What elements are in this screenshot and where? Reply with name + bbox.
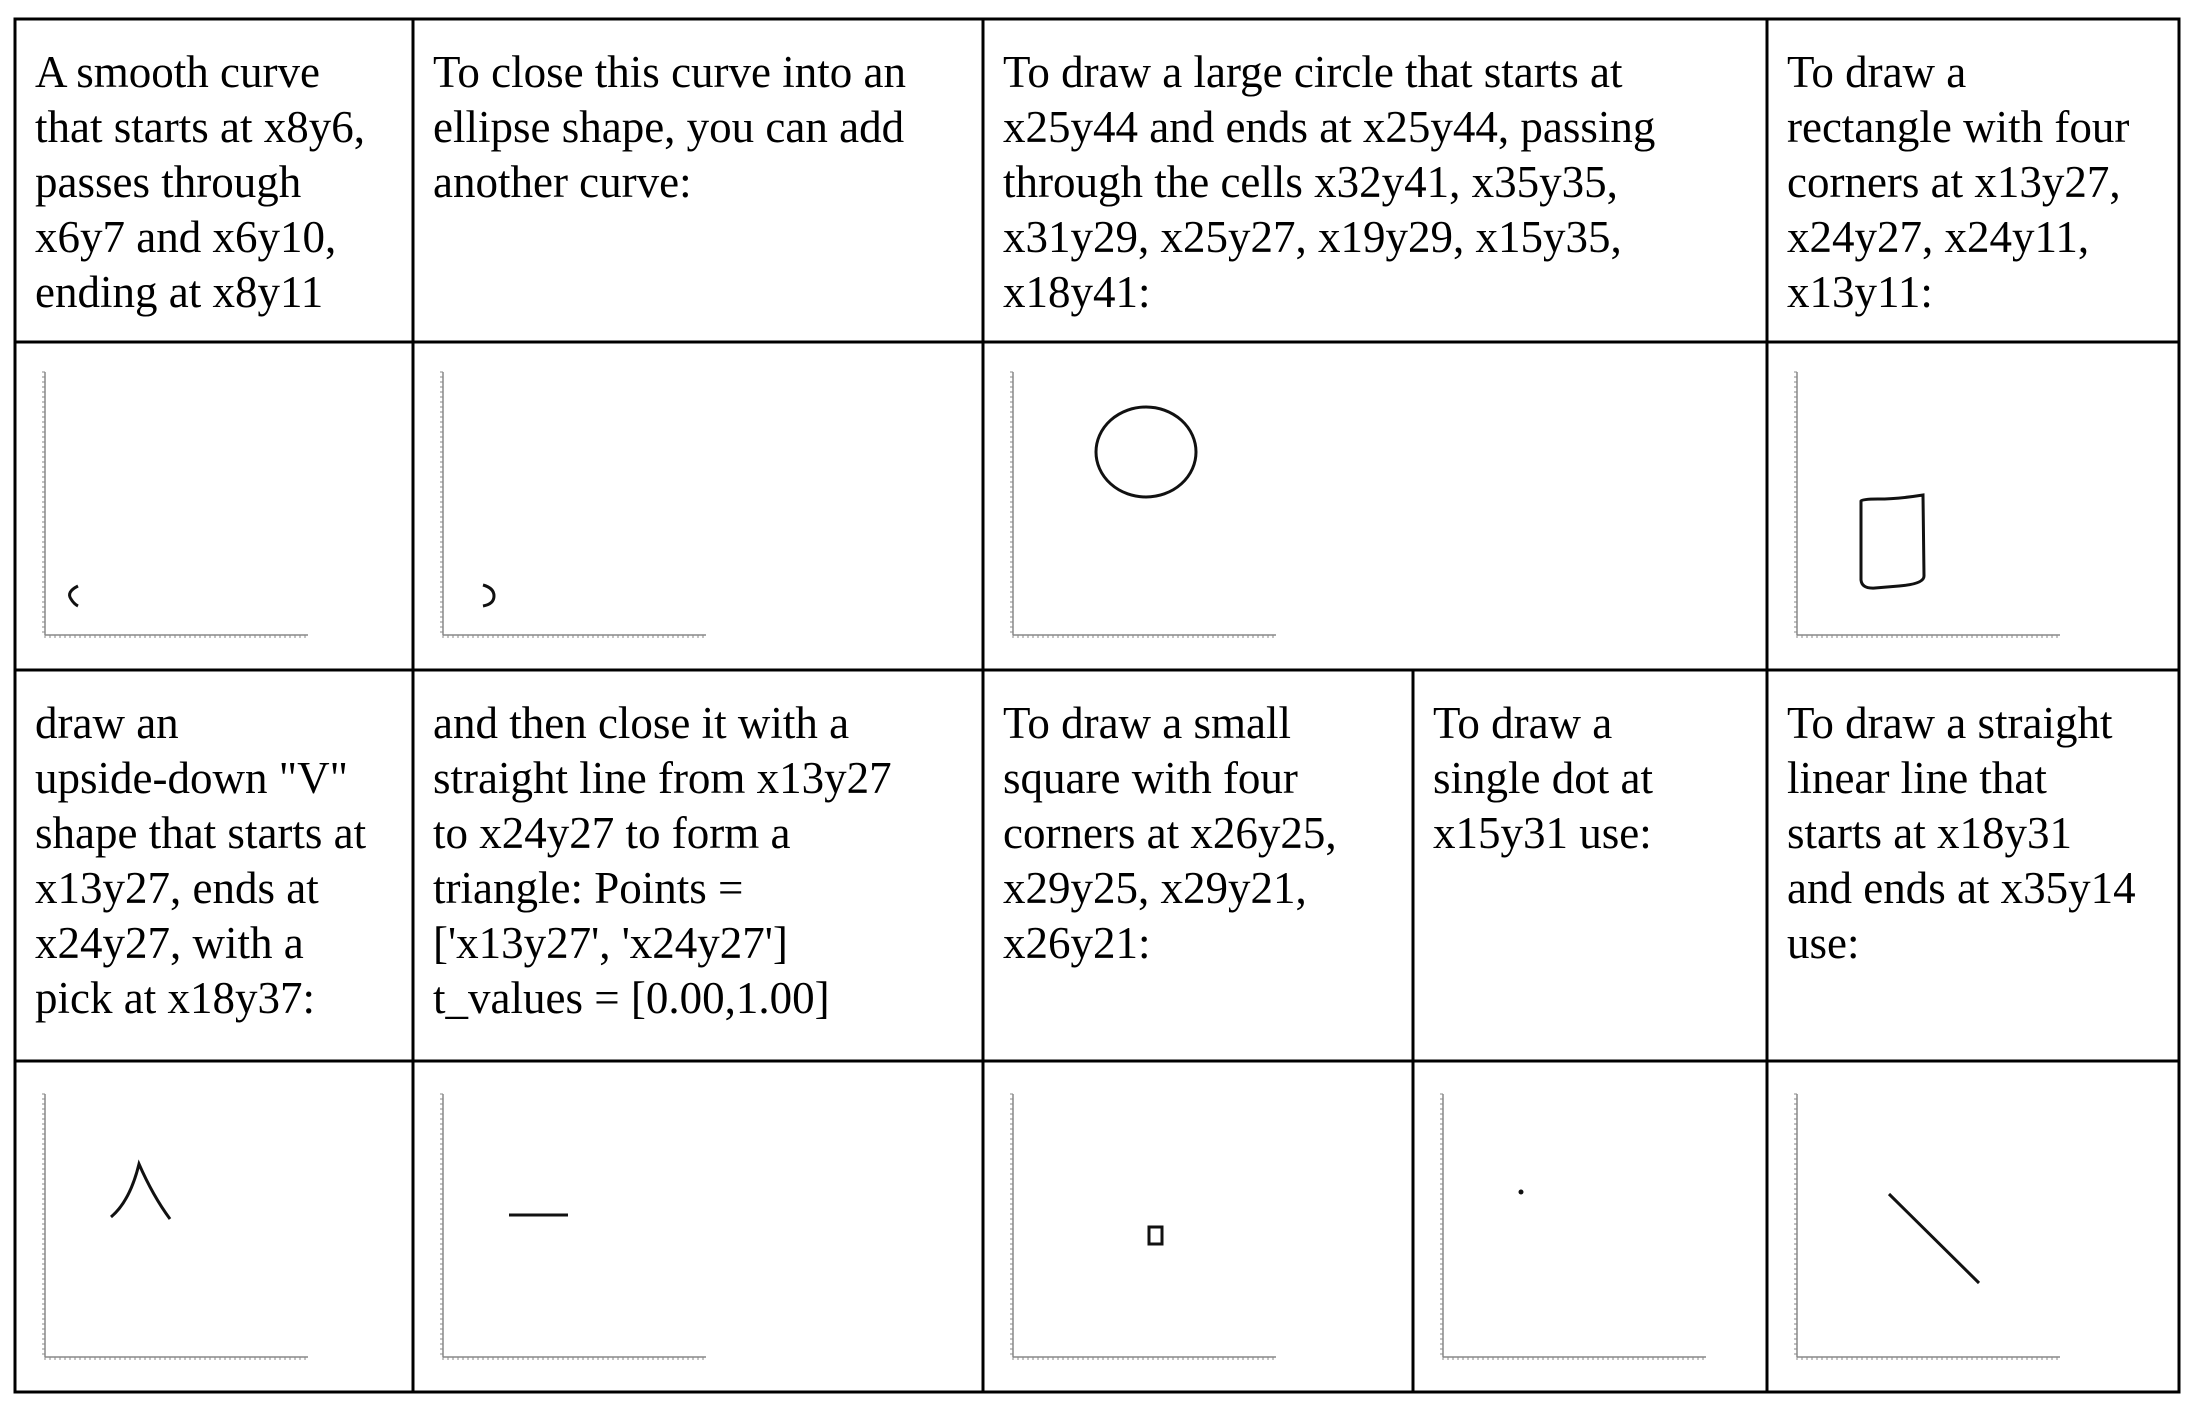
plot-axes <box>1010 1094 1276 1360</box>
instruction-cell-r1c3: To draw a large circle that starts at x25y44 and ends at x25y44, passing through the cells x32y41, x35y35, x31y29, x25y27, x19y29, x15y35, x18y41: <box>1003 47 1656 317</box>
instruction-cell-r3c3: To draw a small square with four corners at x26y25, x29y25, x29y21, x26y21: <box>1003 698 1337 968</box>
plot-small-square <box>983 1061 1413 1392</box>
square-shape <box>1149 1227 1162 1244</box>
plot-axes <box>1794 1094 2060 1360</box>
plot-axes <box>440 1094 706 1360</box>
instruction-cell-r3c4: To draw a single dot at x15y31 use: <box>1433 698 1653 858</box>
plot-axes <box>42 1094 308 1360</box>
instruction-cell-r1c4: To draw a rectangle with four corners at x13y27, x24y27, x24y11, x13y11: <box>1787 47 2130 317</box>
curve-shape <box>483 585 494 606</box>
plot-axes <box>440 372 706 638</box>
plot-axes <box>1794 372 2060 638</box>
plot-smooth-curve <box>15 342 413 670</box>
plot-upside-down-v <box>15 1061 413 1392</box>
v-shape <box>111 1164 170 1219</box>
dot-shape <box>1519 1190 1524 1195</box>
plot-axes <box>42 372 308 638</box>
instruction-cell-r3c2: and then close it with a straight line from x13y27 to x24y27 to form a triangle: Points = ['x13y27', 'x24y27'] t_values = [0.00,1.00] <box>433 698 892 1023</box>
plot-straight-line <box>413 1061 983 1392</box>
instruction-cell-r1c1: A smooth curve that starts at x8y6, passes through x6y7 and x6y10, ending at x8y11 <box>35 47 365 317</box>
plot-diagonal-line <box>1767 1061 2179 1392</box>
line-shape <box>1889 1194 1979 1283</box>
instruction-cell-r3c5: To draw a straight linear line that starts at x18y31 and ends at x35y14 use: <box>1787 698 2136 968</box>
plot-single-dot <box>1413 1061 1767 1392</box>
plot-axes <box>1010 372 1276 638</box>
plot-rectangle <box>1767 342 2179 670</box>
instruction-cell-r3c1: draw an upside-down "V" shape that starts at x13y27, ends at x24y27, with a pick at x18y37: <box>35 698 367 1023</box>
circle-shape <box>1096 407 1196 497</box>
curve-shape <box>70 586 78 606</box>
rectangle-shape <box>1861 495 1924 588</box>
instruction-cell-r1c2: To close this curve into an ellipse shape, you can add another curve: <box>433 47 906 207</box>
plot-large-circle <box>983 342 1767 670</box>
plot-closing-curve <box>413 342 983 670</box>
plot-axes <box>1440 1094 1706 1360</box>
